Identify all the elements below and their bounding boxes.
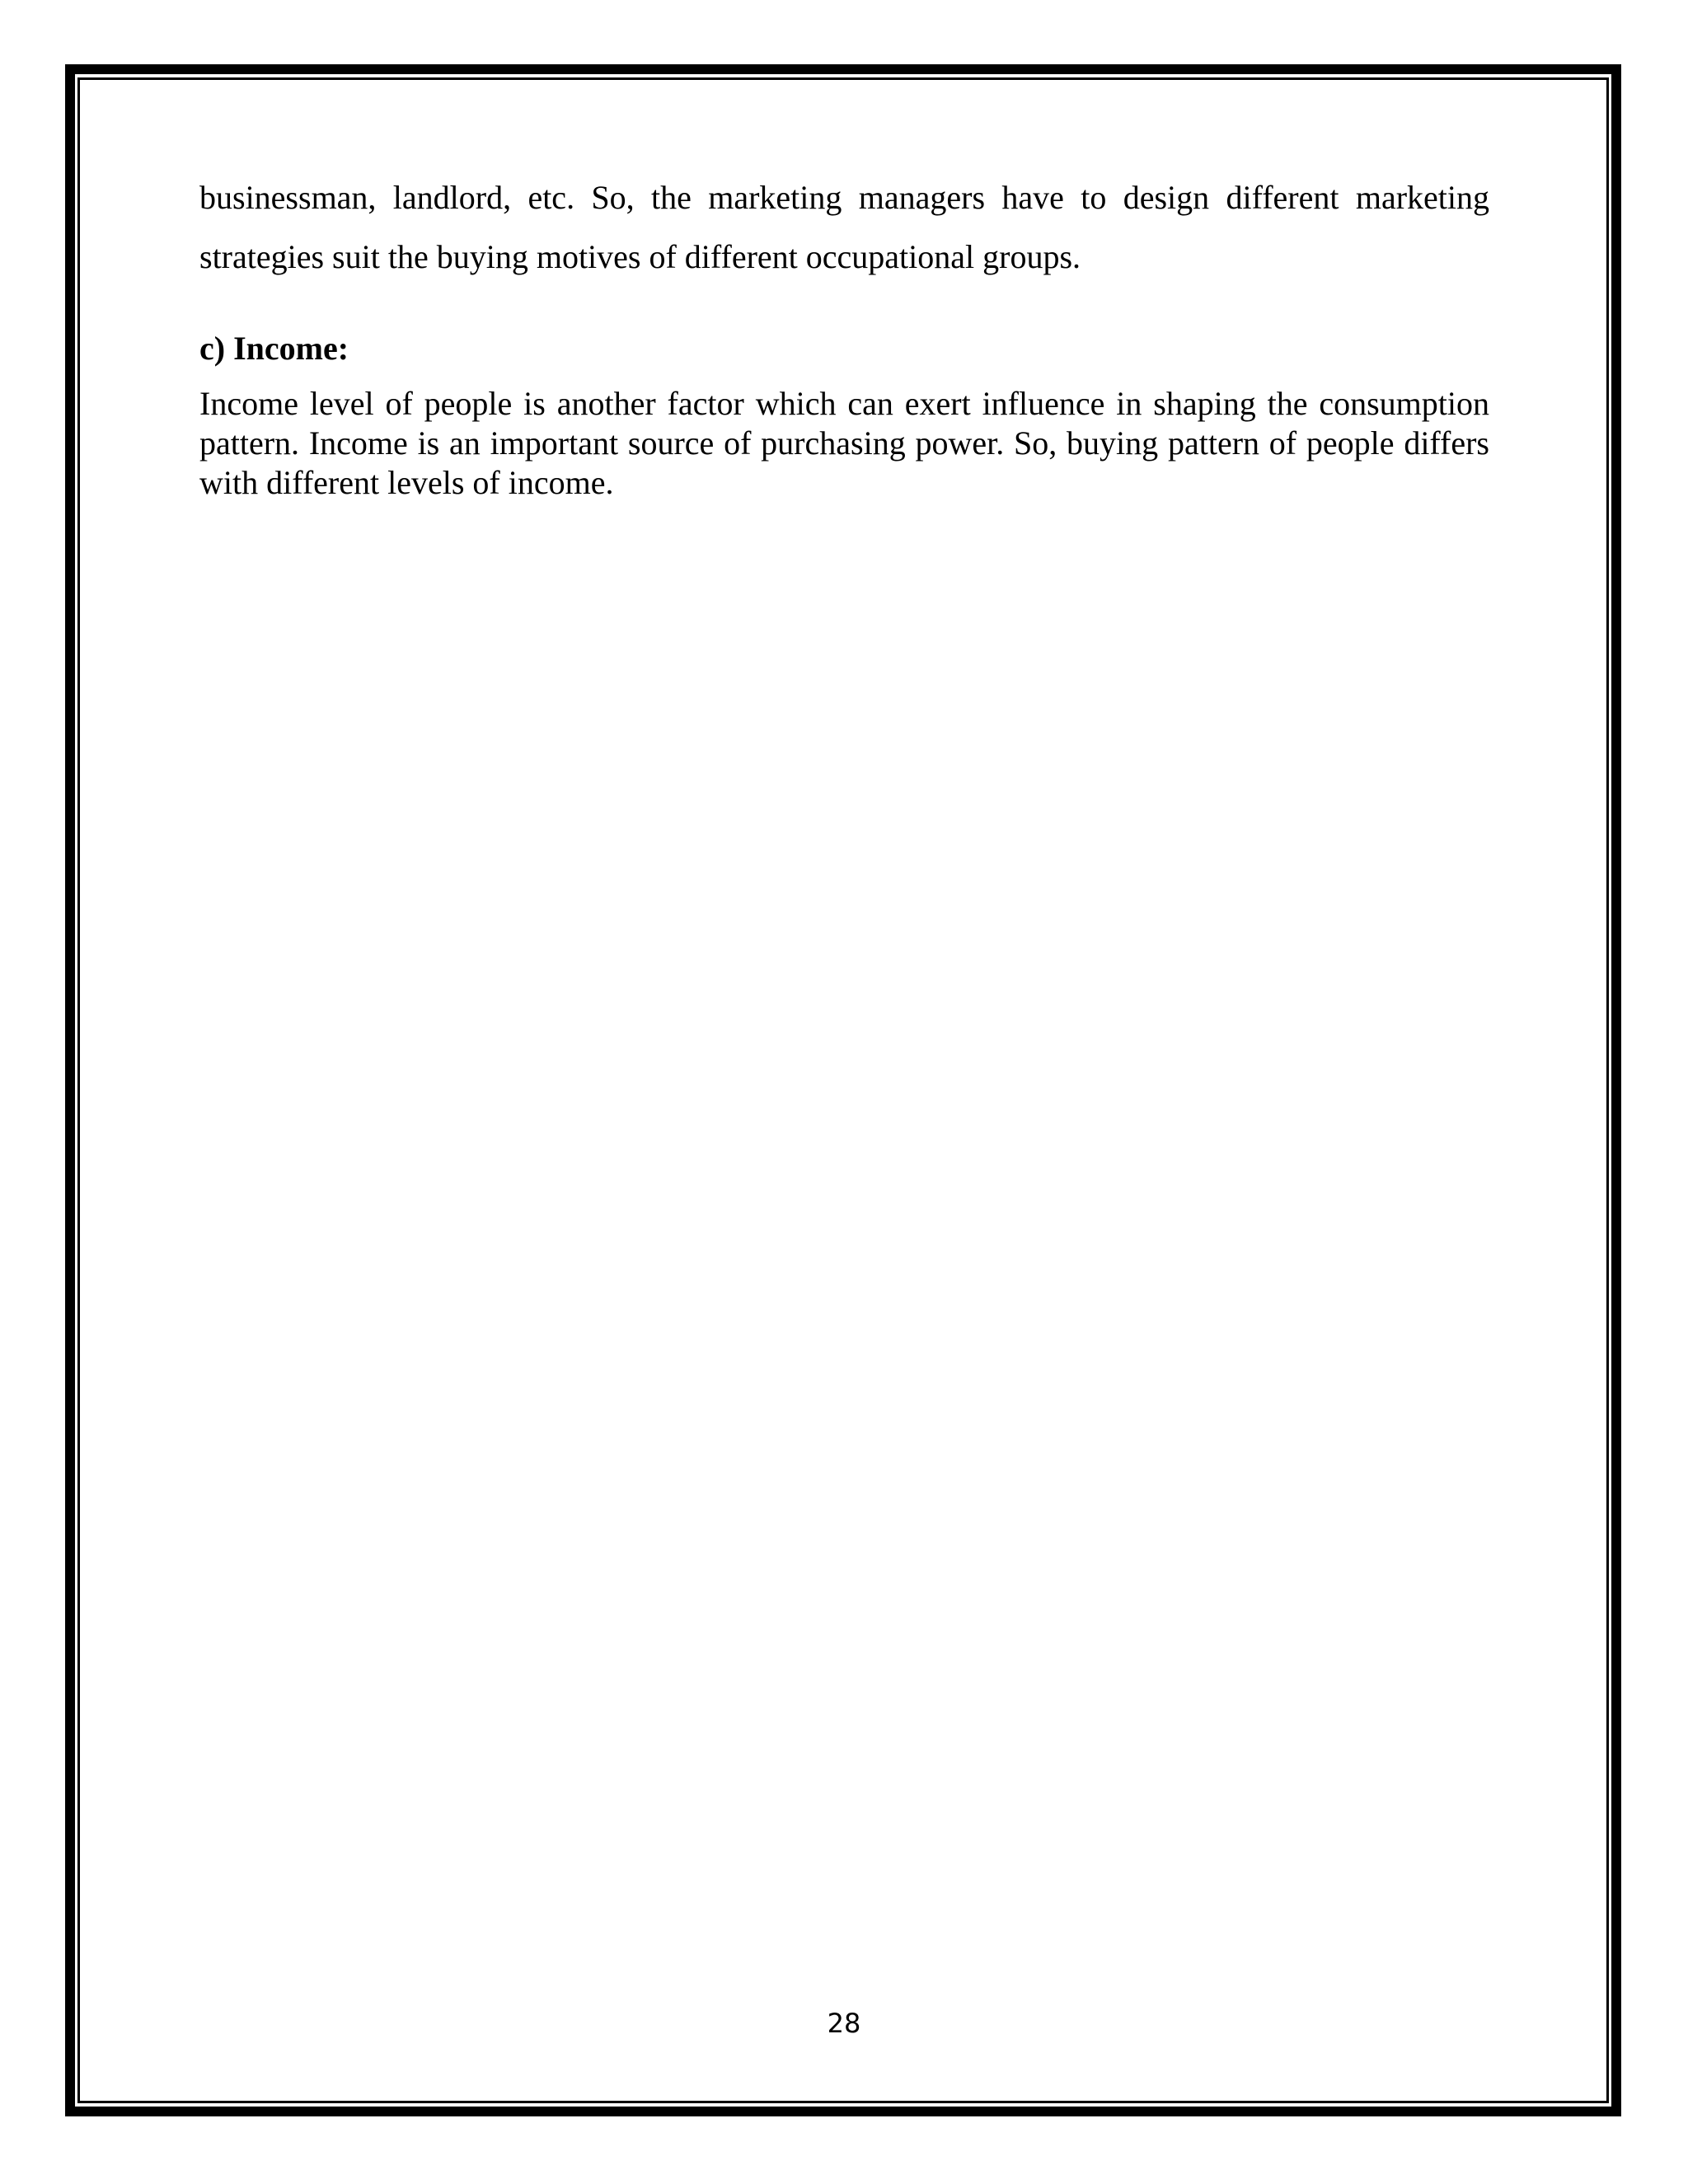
section-heading-income: c) Income: [199, 330, 349, 367]
continued-paragraph: businessman, landlord, etc. So, the marketing managers have to design different marketing strategies suit the buying motives of different occupational groups. [199, 179, 1489, 275]
page-number: 28 [827, 2008, 861, 2039]
page-content [199, 168, 1489, 503]
income-paragraph: Income level of people is another factor which can exert influence in shaping the consumption pattern. Income is an important source of purchasing power. So, buying pattern of people differs with different levels of income. [199, 385, 1489, 501]
